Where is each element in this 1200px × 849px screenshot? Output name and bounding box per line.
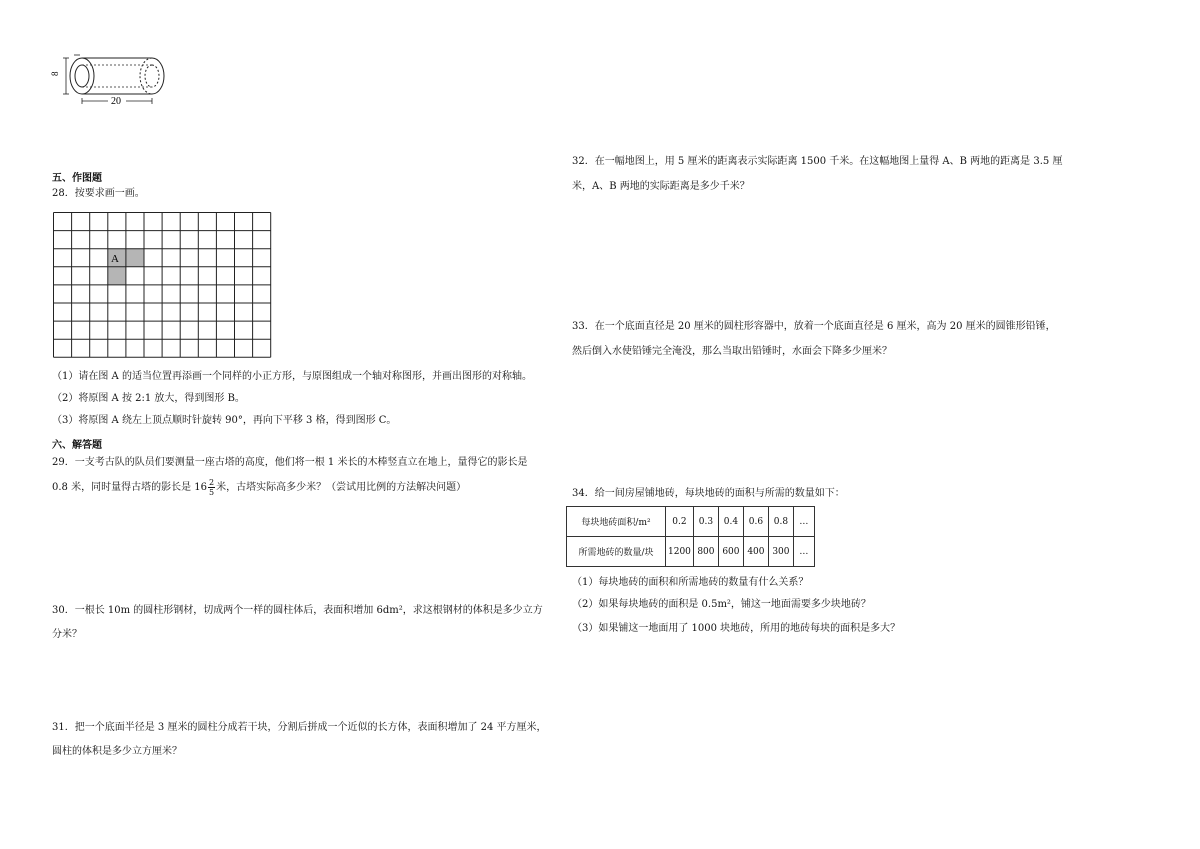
q28-grid	[53, 212, 273, 360]
q34-row1-cell: 0.6	[743, 507, 768, 537]
q28-part-3: （3）将原图 A 绕左上顶点顺时针旋转 90°，再向下平移 3 格，得到图形 C。	[52, 415, 397, 426]
q34-row1-cell: 0.4	[718, 507, 743, 537]
section-5-heading: 五、作图题	[52, 173, 102, 184]
q32-line-2: 米，A、B 两地的实际距离是多少千米？	[572, 181, 750, 192]
q29-fraction	[208, 478, 215, 497]
q34-part-3: （3）如果铺这一地面用了 1000 块地砖，所用的地砖每块的面积是多大？	[572, 623, 901, 634]
q28-stem: 28．按要求画一画。	[52, 188, 145, 199]
q34-row2-header: 所需地砖的数量/块	[567, 537, 666, 567]
cylinder-figure	[46, 52, 176, 108]
shaded-square	[108, 267, 126, 285]
q34-stem: 34．给一间房屋铺地砖，每块地砖的面积与所需的数量如下：	[572, 488, 845, 499]
q34-row1-cell: 0.8	[768, 507, 793, 537]
table-row	[567, 537, 815, 567]
q34-row2-cell: 400	[743, 537, 768, 567]
q33-line-2: 然后倒入水使铅锤完全淹没，那么当取出铅锤时，水面会下降多少厘米？	[572, 346, 892, 357]
q29-frac-numerator: 2	[209, 478, 215, 487]
q34-row2-cell: 300	[768, 537, 793, 567]
q34-row2-cell: 600	[718, 537, 743, 567]
cylinder-height-label: 8	[50, 71, 60, 76]
q34-row1-header: 每块地砖面积/m²	[567, 507, 666, 537]
q30-line-2: 分米？	[52, 629, 82, 640]
q29-line-2-a: 0.8 米，同时量得古塔的影长是 16	[52, 482, 207, 493]
q28-part-2: （2）将原图 A 按 2:1 放大，得到图形 B。	[52, 393, 245, 404]
cylinder-length-label: 20	[111, 96, 121, 107]
q32-line-1: 32．在一幅地图上，用 5 厘米的距离表示实际距离 1500 千米。在这幅地图上量得 A、B 两地的距离是 3.5 厘	[572, 156, 1063, 167]
grid-label-a: A	[111, 253, 119, 265]
q34-row2-cell: 1200	[666, 537, 694, 567]
q29-line-1: 29．一支考古队的队员们要测量一座古塔的高度，他们将一根 1 米长的木棒竖直立在地上，量得它的影长是	[52, 457, 528, 468]
table-row	[567, 507, 815, 537]
q29-line-2	[52, 478, 466, 497]
q33-line-1: 33．在一个底面直径是 20 厘米的圆柱形容器中，放着一个底面直径是 6 厘米，高为 20 厘米的圆锥形铅锤，	[572, 321, 1056, 332]
q31-line-1: 31．把一个底面半径是 3 厘米的圆柱分成若干块，分割后拼成一个近似的长方体，表面积增加了 24 平方厘米，	[52, 722, 547, 733]
q34-row1-cell: 0.3	[693, 507, 718, 537]
q34-row1-cell: 0.2	[666, 507, 694, 537]
shaded-square	[126, 249, 144, 267]
q34-part-1: （1）每块地砖的面积和所需地砖的数量有什么关系？	[572, 577, 809, 588]
q29-frac-denominator: 5	[209, 488, 215, 497]
q34-row1-cell: …	[793, 507, 814, 537]
section-6-heading: 六、解答题	[52, 440, 102, 451]
q34-table	[566, 506, 815, 567]
q34-row2-cell: 800	[693, 537, 718, 567]
q28-part-1: （1）请在图 A 的适当位置再添画一个同样的小正方形，与原图组成一个轴对称图形，并画出图形的对称轴。	[52, 371, 532, 382]
q31-line-2: 圆柱的体积是多少立方厘米？	[52, 746, 182, 757]
q34-part-2: （2）如果每块地砖的面积是 0.5m²，铺这一地面需要多少块地砖？	[572, 599, 871, 610]
q29-line-2-b: 米，古塔实际高多少米？（尝试用比例的方法解决问题）	[216, 482, 467, 493]
q34-row2-cell: …	[793, 537, 814, 567]
q30-line-1: 30．一根长 10m 的圆柱形钢材，切成两个一样的圆柱体后，表面积增加 6dm²，求这根钢材的体积是多少立方	[52, 605, 543, 616]
